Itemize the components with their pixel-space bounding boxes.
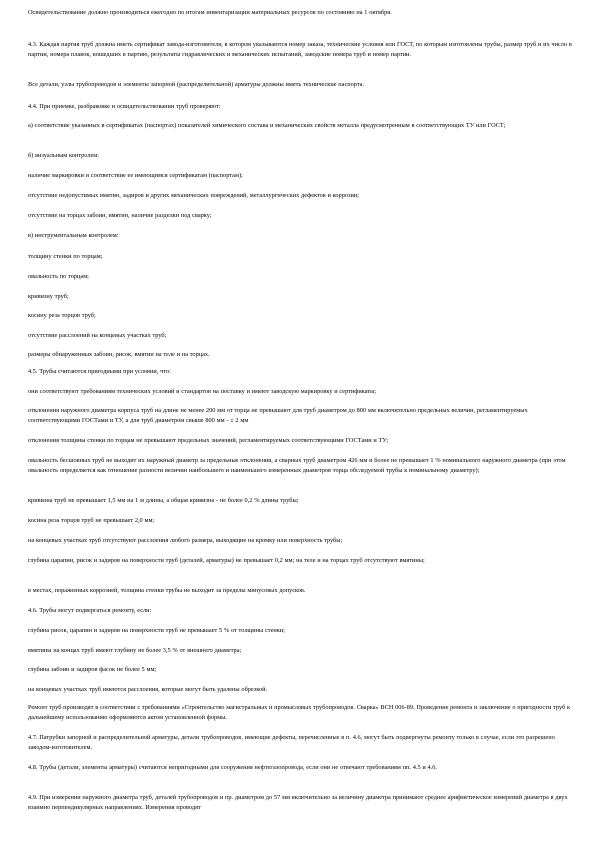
- paragraph: на концевых участках труб имеются расслоения, которые могут быть удалены обрезкой.: [28, 686, 268, 693]
- paragraph: 4.4. При приемке, разбраковке и освидетельствовании труб проверяют:: [28, 103, 221, 110]
- paragraph: косину реза торцов труб;: [28, 312, 96, 319]
- paragraph: вмятины на концах труб имеют глубину не более 3,5 % от внешнего диаметра;: [28, 647, 242, 654]
- paragraph: кривизну труб;: [28, 293, 69, 300]
- paragraph: отклонения толщины стенки по торцам не превышают предельных значений, регламентируемых соответствующими ГОСТами и ТУ;: [28, 437, 389, 444]
- paragraph: отсутствие расслоений на концевых участках труб;: [28, 332, 167, 339]
- paragraph: 4.5. Трубы считаются пригодными при условии, что:: [28, 368, 171, 375]
- paragraph: косина реза торцов труб не превышает 2,0 мм;: [28, 517, 155, 524]
- paragraph: кривизна труб не превышает 1,5 мм на 1 м длины, а общая кривизна - не более 0,2 % длины трубы;: [28, 497, 299, 504]
- paragraph: 4.6. Трубы могут подвергаться ремонту, если:: [28, 607, 152, 614]
- paragraph: овальность по торцам;: [28, 273, 89, 280]
- paragraph: 4.8. Трубы (детали, элементы арматуры) считаются непригодными для сооружения нефтегазопровода, если они не отвечают требованиям пп. 4.5 и 4.6.: [28, 764, 437, 771]
- paragraph: отсутствие на торцах забоин, вмятин, наличие разделки под сварку;: [28, 212, 212, 219]
- paragraph: отклонения наружного диаметра корпуса труб на длине не менее 200 мм от торца не превышают для труб диаметром до 800 мм включительно предельных величин, регламентируемых соответствующими ГОСТами и ТУ, а для труб диаметром свыше 800 мм - ± 2 мм: [28, 407, 528, 424]
- paragraph: толщину стенки по торцам;: [28, 253, 103, 260]
- paragraph: наличие маркировки и соответствие ее имеющимся сертификатам (паспортам);: [28, 172, 243, 179]
- paragraph: в) инструментальным контролем:: [28, 232, 119, 239]
- paragraph: на концевых участках труб отсутствуют расслоения любого размера, выходящие на кромку или поверхность трубы;: [28, 537, 343, 544]
- paragraph: Освидетельствование должно производиться ежегодно по итогам инвентаризации материальных ресурсов по состоянию на 1 октября.: [28, 9, 392, 16]
- paragraph: глубина забоин и задиров фасок не более 5 мм;: [28, 666, 157, 673]
- paragraph: Все детали, узлы трубопроводов и элементы запорной (распределительной) арматуры должны иметь технические паспорта.: [28, 81, 365, 88]
- paragraph: овальность бесшовных труб не выходит их наружный диаметр за предельные отклонения, а сварных труб диаметром 426 мм и более не превышает 1 % номинального наружного диаметра (при этом овальность определяется как отношение разности величин наибольшего и наименьшего измеренных диаметров торца обследуемой трубы к номинальному диаметру);: [28, 457, 566, 474]
- paragraph: б) визуальным контролем:: [28, 152, 100, 159]
- paragraph: а) соответствие указанных в сертификатах (паспортах) показателей химического состава и механических свойств металла предусмотренным в соответствующих ТУ или ГОСТ;: [28, 122, 506, 129]
- paragraph: 4.3. Каждая партия труб должна иметь сертификат завода-изготовителя, в котором указываются номер заказа, технические условия или ГОСТ, по которым изготовлены трубы, размер труб и их число в партии, номера плавок, вошедших в партию, результаты гидравлических и механических испытаний, заводские номера труб и номер партии.: [28, 41, 572, 58]
- paragraph: размеры обнаруженных забоин, рисок, вмятин на теле и на торцах.: [28, 351, 210, 358]
- paragraph: в местах, пораженных коррозией, толщина стенки трубы не выходит за пределы минусовых допусков.: [28, 587, 306, 594]
- paragraph: 4.7. Патрубки запорной и распределительной арматуры, детали трубопроводов, имеющие дефекты, перечисленные в п. 4.6, могут быть подвергнуты ремонту только в случае, если это разрешено заводом-изготовителем.: [28, 734, 555, 751]
- paragraph: отсутствие недопустимых вмятин, задиров и других механических повреждений, металлургических дефектов и коррозии;: [28, 192, 359, 199]
- paragraph: Ремонт труб производят в соответствии с требованиями «Строительство магистральных и промысловых трубопроводов. Сварка» ВСН 006-89. Проведение ремонта и заключение о пригодности труб к дальнейшему использованию оформляются актом установленной формы.: [28, 704, 571, 721]
- paragraph: 4.9. При измерении наружного диаметра труб, деталей трубопроводов и пр. диаметром до 57 мм включительно за величину диаметра принимают среднее арифметическое измерений диаметра в двух взаимно перпендикулярных направлениях. Измерения проводят: [28, 794, 568, 811]
- paragraph: они соответствуют требованиям технических условий и стандартов на поставку и имеют заводскую маркировку и сертификаты;: [28, 388, 377, 395]
- paragraph: глубина царапин, рисок и задиров на поверхности труб (деталей, арматуры) не превышает 0,2 мм; на теле и на торцах труб отсутствуют вмятины;: [28, 557, 425, 564]
- paragraph: глубина рисок, царапин и задиров на поверхности труб не превышает 5 % от толщины стенки;: [28, 627, 285, 634]
